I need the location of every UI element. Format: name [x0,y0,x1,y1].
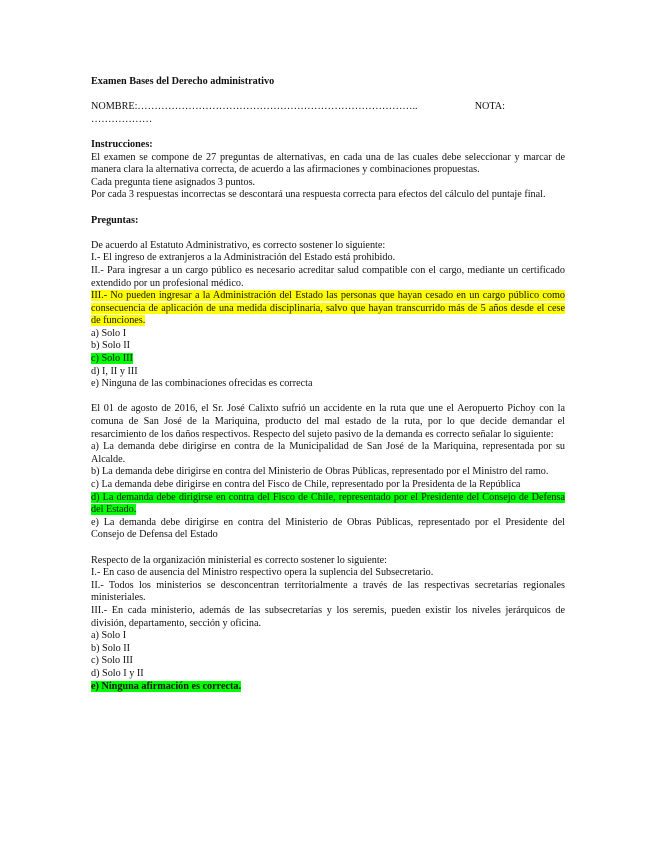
question-3-option: c) Solo III [91,655,133,667]
question-2-option: c) La demanda debe dirigirse en contra del Fisco de Chile, representado por la Presidenta de la República [91,479,521,490]
question-1-option [91,353,565,366]
question-3-statement: III.- En cada ministerio, además de las subsecretarías y los seremis, pueden existir los niveles jerárquicos de división, departamento, sección y oficina. [91,604,565,629]
correct-answer-highlight: c) Solo III [91,353,133,365]
question-3-option: b) Solo II [91,642,131,654]
highlighted-statement: III.- No pueden ingresar a la Administración del Estado las personas que hayan cesado en un cargo público como consecuencia de aplicación de una medida disciplinaria, salvo que hayan transcurrido más de 5 años desde el cese de funciones. [91,290,565,327]
instructions-heading: Instrucciones: [91,138,153,150]
name-field: NOMBRE:……………………………………………………………………….. [91,101,418,113]
question-1-option: a) Solo I [91,327,127,339]
question-1-stem: De acuerdo al Estatuto Administrativo, es correcto sostener lo siguiente: [91,239,386,251]
name-grade-row [91,101,565,114]
question-3-stem: Respecto de la organización ministerial es correcto sostener lo siguiente: [91,554,387,566]
question-1-option: e) Ninguna de las combinaciones ofrecidas es correcta [91,378,313,390]
question-3-option [91,681,565,694]
exam-title: Examen Bases del Derecho administrativo [91,76,275,87]
question-3-statement: II.- Todos los ministerios se desconcentran territorialmente a través de las respectivas secretarías regionales ministeriales. [91,579,565,604]
question-2-option: e) La demanda debe dirigirse en contra del Ministerio de Obras Públicas, representado por el Presidente del Consejo de Defensa del Estado [91,516,565,541]
question-2-stem: El 01 de agosto de 2016, el Sr. José Calixto sufrió un accidente en la ruta que une el Aeropuerto Pichoy con la comuna de San José de la Mariquina, producto del mal estado de la ruta, por lo que decide demandar el resarcimiento de los daños respectivos. Respecto del sujeto pasivo de la demanda es correcto señalar lo siguiente: [91,403,565,440]
correct-answer-highlight: e) Ninguna afirmación es correcta. [91,680,242,692]
question-3-option: d) Solo I y II [91,667,144,679]
correct-answer-highlight: d) La demanda debe dirigirse en contra del Fisco de Chile, representado por el Presidente del Consejo de Defensa del Estado. [91,491,565,516]
exam-document [91,76,565,693]
instruction-line: El examen se compone de 27 preguntas de alternativas, en cada una de las cuales debe seleccionar y marcar de manera clara la alternativa correcta, de acuerdo a las afirmaciones y combinaciones propuestas. [91,151,565,176]
questions-heading: Preguntas: [91,214,139,226]
question-3-statement: I.- En caso de ausencia del Ministro respectivo opera la suplencia del Subsecretario. [91,567,434,579]
question-3-option: a) Solo I [91,630,127,642]
question-2-option [91,492,565,517]
question-2-option: a) La demanda debe dirigirse en contra de la Municipalidad de San José de la Mariquina, representada por su Alcalde. [91,441,565,465]
question-1-option: b) Solo II [91,340,131,352]
grade-field: NOTA: [474,101,505,113]
question-1-statement: I.- El ingreso de extranjeros a la Administración del Estado está prohibido. [91,252,396,264]
question-1-option: d) I, II y III [91,365,138,377]
question-1-statement: II.- Para ingresar a un cargo público es necesario acreditar salud compatible con el cargo, mediante un certificado extendido por un profesional médico. [91,264,565,289]
instruction-line: Por cada 3 respuestas incorrectas se descontará una respuesta correcta para efectos del cálculo del puntaje final. [91,189,546,201]
grade-dots: ……………… [91,113,153,125]
question-2-option: b) La demanda debe dirigirse en contra del Ministerio de Obras Públicas, representado por el Ministro del ramo. [91,466,549,478]
question-1-statement [91,290,565,328]
instruction-line: Cada pregunta tiene asignados 3 puntos. [91,176,256,188]
